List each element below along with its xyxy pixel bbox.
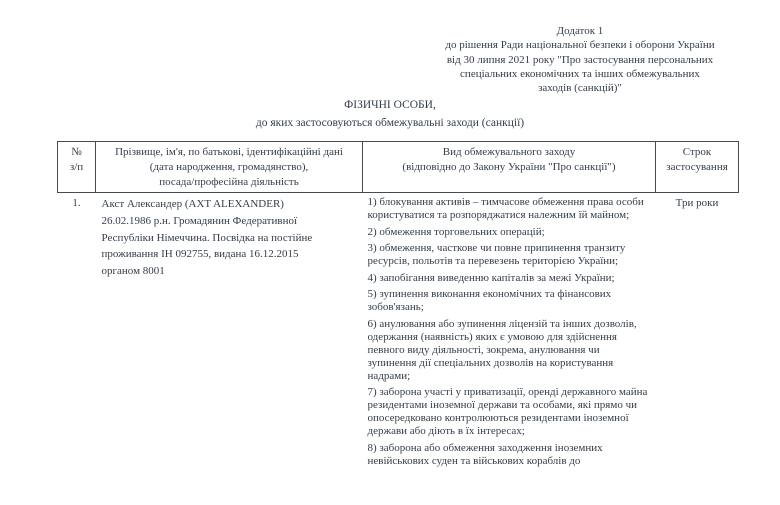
row-person-info	[96, 193, 363, 473]
header-person-line: (дата народження, громадянство),	[149, 161, 309, 173]
row-measures	[363, 193, 656, 473]
person-line: Республіки Німеччина. Посвідка на постійне	[101, 231, 313, 244]
appendix-line: спеціальних економічних та інших обмежувальних	[460, 67, 700, 80]
measure-item: 5) зупинення виконання економічних та фінансових зобов'язань;	[367, 288, 612, 313]
measure-item: 1) блокування активів – тимчасове обмеження права особи користуватися та розпоряджатися належним їй майном;	[367, 196, 644, 221]
title-line: ФІЗИЧНІ ОСОБИ,	[344, 99, 436, 111]
measure-item: 6) анулювання або зупинення ліцензій та інших дозволів, одержання (наявність) яких є умовою для здійснення певного виду діяльності, зокрема, анулювання чи зупинення дії спеціальних дозволів на користування надрами;	[367, 317, 637, 382]
measure-item: 7) заборона участі у приватизації, оренді державного майна резидентами іноземної держави та особами, які прямо чи опосередковано контролюються резидентами іноземної держави або діють в їх інтересах;	[367, 386, 648, 437]
column-border-stub	[655, 190, 656, 193]
measure-item: 3) обмеження, часткове чи повне припинення транзиту ресурсів, польотів та перевезень територією України;	[367, 242, 626, 267]
header-term-line: Строк	[682, 146, 712, 158]
header-measure-line: Вид обмежувального заходу	[442, 146, 576, 158]
header-number-line: з/п	[69, 161, 84, 173]
appendix-line: заходів (санкцій)"	[538, 82, 622, 95]
column-border-stub	[95, 190, 96, 193]
header-measure-line: (відповідно до Закону України "Про санкції")	[402, 161, 616, 173]
table-row	[58, 193, 739, 473]
row-term: Три роки	[675, 197, 719, 209]
appendix-line: від 30 липня 2021 року "Про застосування персональних	[446, 53, 714, 66]
measure-item: 8) заборона або обмеження заходження іноземних невійськових суден та військових кораблів до	[367, 441, 603, 467]
sanctions-table	[57, 141, 738, 472]
appendix-header	[402, 24, 758, 95]
header-number	[58, 142, 96, 193]
title-subline: до яких застосовуються обмежувальні заходи (санкції)	[255, 116, 525, 129]
header-measure	[363, 142, 656, 193]
document-title	[0, 97, 780, 132]
header-person	[96, 142, 363, 193]
person-line: проживання ІН 092755, видана 16.12.2015	[101, 248, 299, 261]
header-term	[656, 142, 739, 193]
appendix-line: до рішення Ради національної безпеки і оборони України	[445, 39, 715, 52]
measure-item: 4) запобігання виведенню капіталів за межі України;	[367, 271, 615, 284]
person-line: органом 8001	[101, 265, 165, 278]
header-term-line: застосування	[666, 161, 728, 173]
header-number-line: №	[71, 146, 82, 158]
table-header-row	[58, 142, 739, 193]
header-person-line: посада/професійна діяльність	[159, 176, 299, 188]
row-number: 1.	[72, 197, 81, 209]
person-line: Акст Александер (AXT ALEXANDER)	[101, 198, 284, 210]
header-person-line: Прізвище, ім'я, по батькові, ідентифікаційні дані	[115, 146, 343, 158]
measure-item: 2) обмеження торговельних операцій;	[367, 225, 545, 238]
appendix-line: Додаток 1	[556, 25, 604, 37]
column-border-stub	[362, 190, 363, 193]
person-line: 26.02.1986 р.н. Громадянин Федеративної	[101, 214, 298, 227]
